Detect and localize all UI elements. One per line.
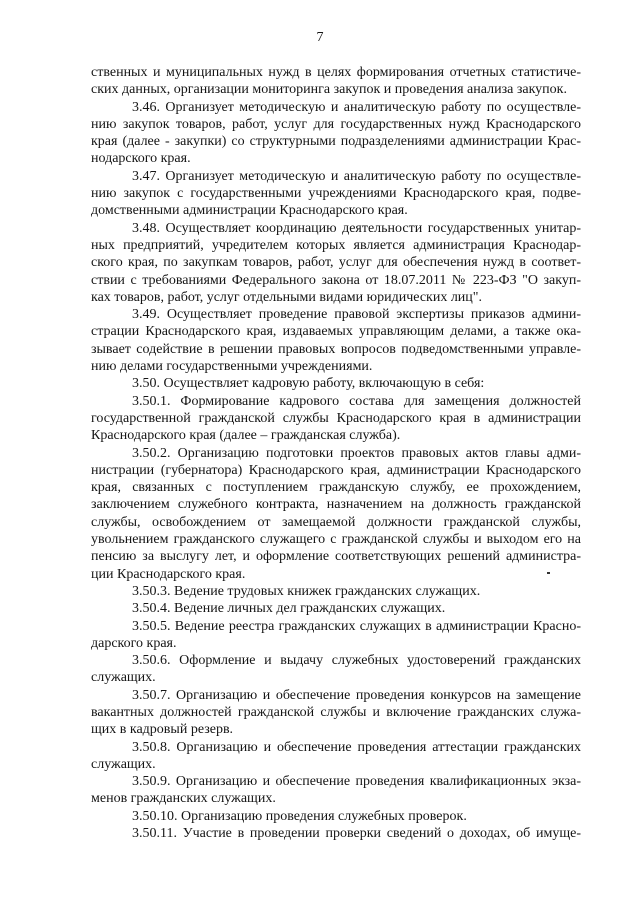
text-line: края, связанных с поступлением гражданскую службу, ее прохождением,	[91, 480, 581, 496]
paragraph-p-3-48	[91, 220, 581, 306]
text-line: нистрации (губернатора) Краснодарского края, администрации Краснодарского	[91, 462, 581, 478]
paragraph-p-3-50	[91, 375, 581, 392]
text-line: нодарского края.	[91, 151, 191, 167]
text-line: нию закупок товаров, работ, услуг для государственных нужд Краснодарского	[91, 116, 581, 132]
paragraph-p-3-50-6	[91, 652, 581, 687]
paragraph-p-3-50-10	[91, 808, 581, 825]
text-line: государственной гражданской службы Краснодарского края в администрации	[91, 410, 581, 426]
text-line: 3.50.7. Организацию и обеспечение проведения конкурсов на замещение	[132, 687, 581, 703]
text-line: ствии с требованиями Федерального закона от 18.07.2011 № 223-ФЗ "О закуп-	[91, 272, 581, 288]
text-line: 3.47. Организует методическую и аналитическую работу по осуществле-	[132, 168, 581, 184]
text-line: вакантных должностей гражданской службы и включение гражданских служа-	[91, 704, 581, 720]
paragraph-p-3-50-11	[91, 825, 581, 842]
paragraph-p-3-49	[91, 306, 581, 375]
text-line: края (далее - закупки) со структурными подразделениями администрации Крас-	[91, 134, 581, 150]
text-line: 3.50.4. Ведение личных дел гражданских служащих.	[132, 601, 446, 617]
text-line: 3.50.11. Участие в проведении проверки сведений о доходах, об имуще-	[132, 826, 581, 842]
paragraph-p-3-46	[91, 99, 581, 168]
text-line: 3.46. Организует методическую и аналитическую работу по осуществле-	[132, 99, 581, 115]
text-line: 3.50.8. Организацию и обеспечение проведения аттестации гражданских	[132, 739, 581, 755]
text-line: увольнением гражданского служащего с гражданской службы и выходом его на	[91, 532, 581, 548]
text-line: 3.48. Осуществляет координацию деятельности государственных унитар-	[132, 220, 581, 236]
paragraph-p-3-50-1	[91, 393, 581, 445]
paragraph-p-3-50-3	[91, 583, 581, 600]
text-line: 3.50.6. Оформление и выдачу служебных удостоверений гражданских	[132, 653, 581, 669]
text-line: страции Краснодарского края, издаваемых управляющим делами, а также ока-	[91, 324, 581, 340]
paragraph-p-3-50-2	[91, 445, 581, 583]
text-line: ции Краснодарского края.	[91, 566, 246, 582]
text-line: нию делами государственными учреждениями.	[91, 359, 373, 375]
paragraph-p-3-50-4	[91, 600, 581, 617]
page-number: 7	[316, 30, 324, 45]
paragraph-p-3-50-9	[91, 773, 581, 808]
text-line: заключением служебного контракта, назначением на должность гражданской	[91, 497, 581, 513]
stray-ink-mark	[547, 572, 550, 574]
text-line: 3.50.10. Организацию проведения служебных проверок.	[132, 808, 467, 824]
text-line: ских данных, организации мониторинга закупок и проведения анализа закупок.	[91, 82, 567, 98]
text-line: нию закупок с государственными учреждениями Краснодарского края, подве-	[91, 186, 581, 202]
text-line: дарского края.	[91, 635, 177, 651]
paragraph-p-3-50-8	[91, 739, 581, 774]
text-line: служащих.	[91, 670, 156, 686]
paragraph-p-3-47	[91, 168, 581, 220]
text-line: 3.50.2. Организацию подготовки проектов правовых актов главы адми-	[132, 445, 581, 461]
text-line: служащих.	[91, 756, 156, 772]
text-line: службы, освобождением от замещаемой должности гражданской службы,	[91, 514, 581, 530]
text-line: зывает содействие в решении правовых вопросов подведомственными управле-	[91, 341, 581, 357]
text-line: ственных и муниципальных нужд в целях формирования отчетных статистиче-	[91, 65, 581, 80]
text-line: 3.50.3. Ведение трудовых книжек гражданских служащих.	[132, 583, 481, 599]
text-line: ных предприятий, учредителем которых является администрация Краснодар-	[91, 237, 581, 253]
paragraph-p-3-50-5	[91, 618, 581, 653]
text-line: щих в кадровый резерв.	[91, 722, 234, 738]
paragraph-p-3-50-7	[91, 687, 581, 739]
text-line: 3.50. Осуществляет кадровую работу, включающую в себя:	[132, 376, 485, 392]
document-body	[91, 64, 581, 842]
text-line: ках товаров, работ, услуг отдельными видами юридических лиц".	[91, 289, 483, 305]
text-line: 3.49. Осуществляет проведение правовой экспертизы приказов админи-	[132, 307, 581, 323]
text-line: Краснодарского края (далее – гражданская служба).	[91, 428, 401, 444]
paragraph-continuation	[91, 64, 581, 99]
text-line: пенсию за выслугу лет, и оформление соответствующих решений администра-	[91, 549, 581, 565]
text-line: 3.50.1. Формирование кадрового состава для замещения должностей	[132, 393, 581, 409]
text-line: ского края, по закупкам товаров, работ, услуг для обеспечения нужд в соответ-	[91, 255, 581, 271]
text-line: домственными администрации Краснодарского края.	[91, 203, 408, 219]
text-line: 3.50.9. Организацию и обеспечение проведения квалификационных экза-	[132, 774, 581, 790]
text-line: 3.50.5. Ведение реестра гражданских служащих в администрации Красно-	[132, 618, 581, 634]
text-line: менов гражданских служащих.	[91, 791, 276, 807]
